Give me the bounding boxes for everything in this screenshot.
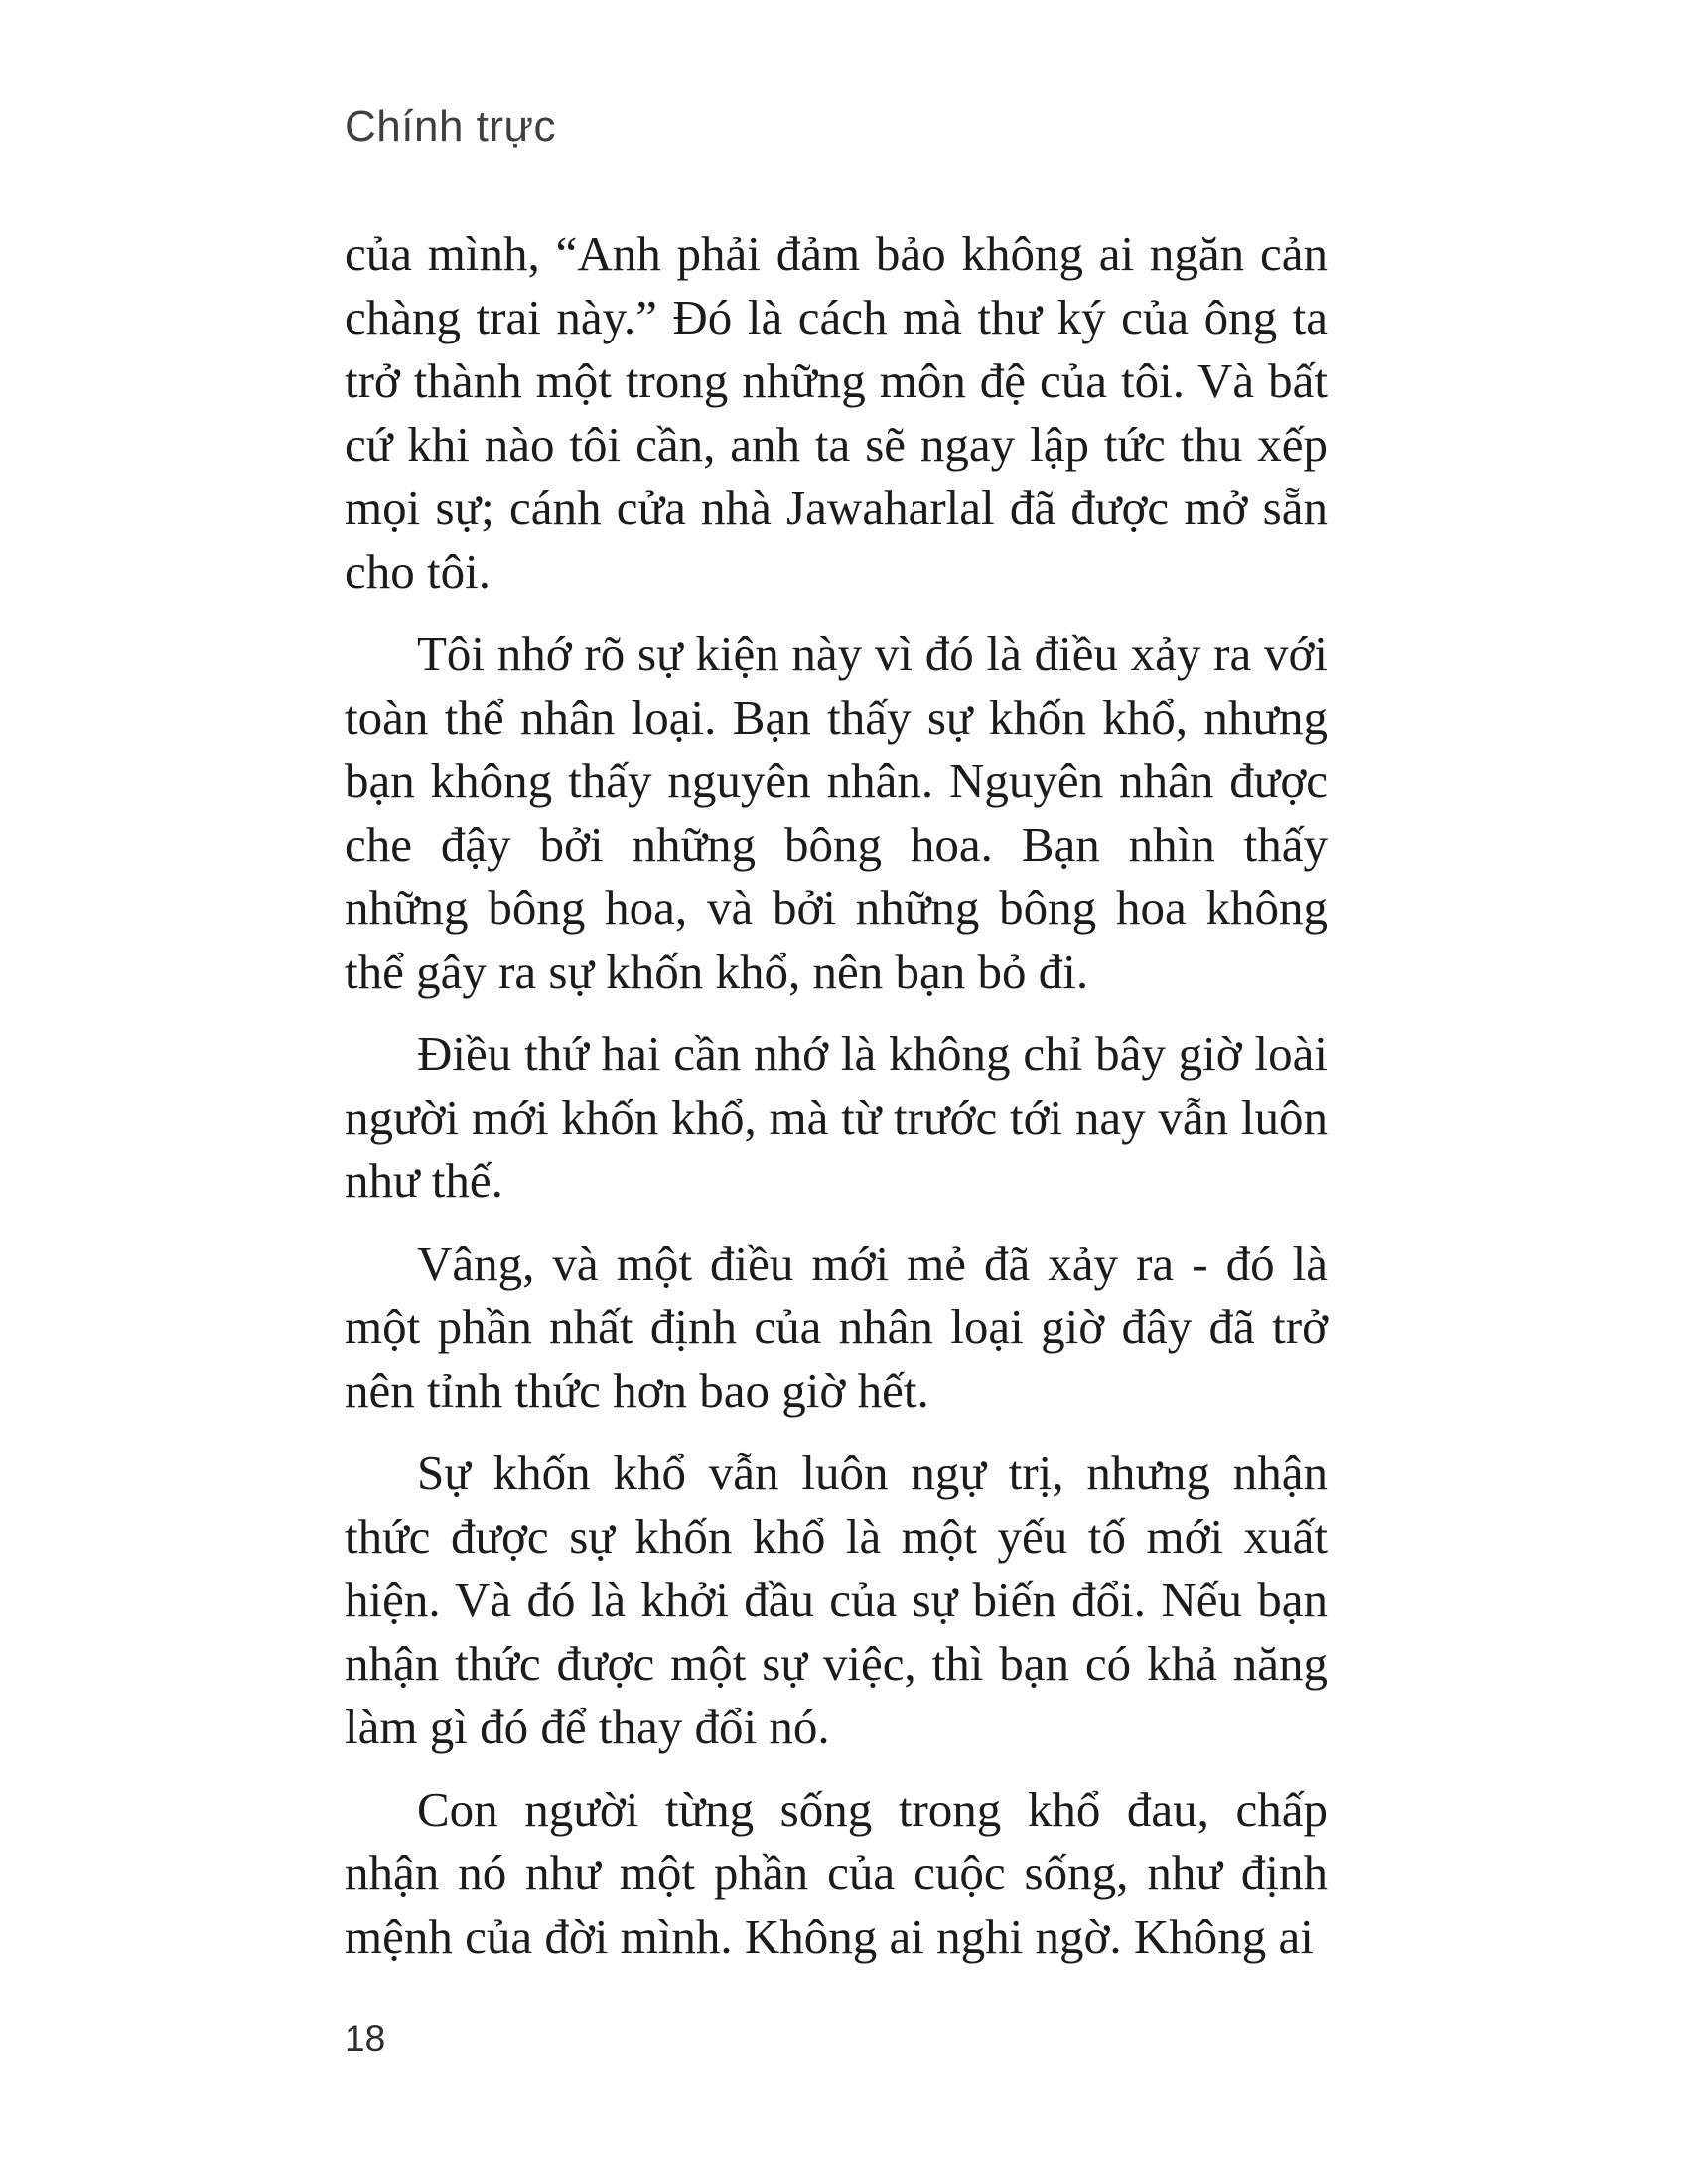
paragraph: Sự khốn khổ vẫn luôn ngự trị, nhưng nhận thức được sự khốn khổ là một yếu tố mới xuất hiện. Và đó là khởi đầu của sự biến đổi. Nếu bạn nhận thức được một sự việc, thì bạn có khả năng làm gì đó để thay đổi nó.	[345, 1445, 1328, 1754]
page-number: 18	[345, 2018, 386, 2059]
paragraph: Điều thứ hai cần nhớ là không chỉ bây giờ loài người mới khốn khổ, mà từ trước tới nay vẫn luôn như thế.	[345, 1026, 1328, 1208]
running-header: Chính trực	[345, 102, 556, 151]
paragraph: Tôi nhớ rõ sự kiện này vì đó là điều xảy ra với toàn thể nhân loại. Bạn thấy sự khốn khổ, nhưng bạn không thấy nguyên nhân. Nguyên nhân được che đậy bởi những bông hoa. Bạn nhìn thấy những bông hoa, và bởi những bông hoa không thể gây ra sự khốn khổ, nên bạn bỏ đi.	[345, 626, 1328, 999]
paragraph: Vâng, và một điều mới mẻ đã xảy ra - đó là một phần nhất định của nhân loại giờ đây đã trở nên tỉnh thức hơn bao giờ hết.	[345, 1236, 1328, 1418]
paragraph: Con người từng sống trong khổ đau, chấp nhận nó như một phần của cuộc sống, như định mệnh của đời mình. Không ai nghi ngờ. Không ai	[345, 1782, 1328, 1964]
body-text	[345, 222, 1328, 1987]
paragraph: của mình, “Anh phải đảm bảo không ai ngăn cản chàng trai này.” Đó là cách mà thư ký của ông ta trở thành một trong những môn đệ của tôi. Và bất cứ khi nào tôi cần, anh ta sẽ ngay lập tức thu xếp mọi sự; cánh cửa nhà Jawaharlal đã được mở sẵn cho tôi.	[345, 226, 1328, 599]
